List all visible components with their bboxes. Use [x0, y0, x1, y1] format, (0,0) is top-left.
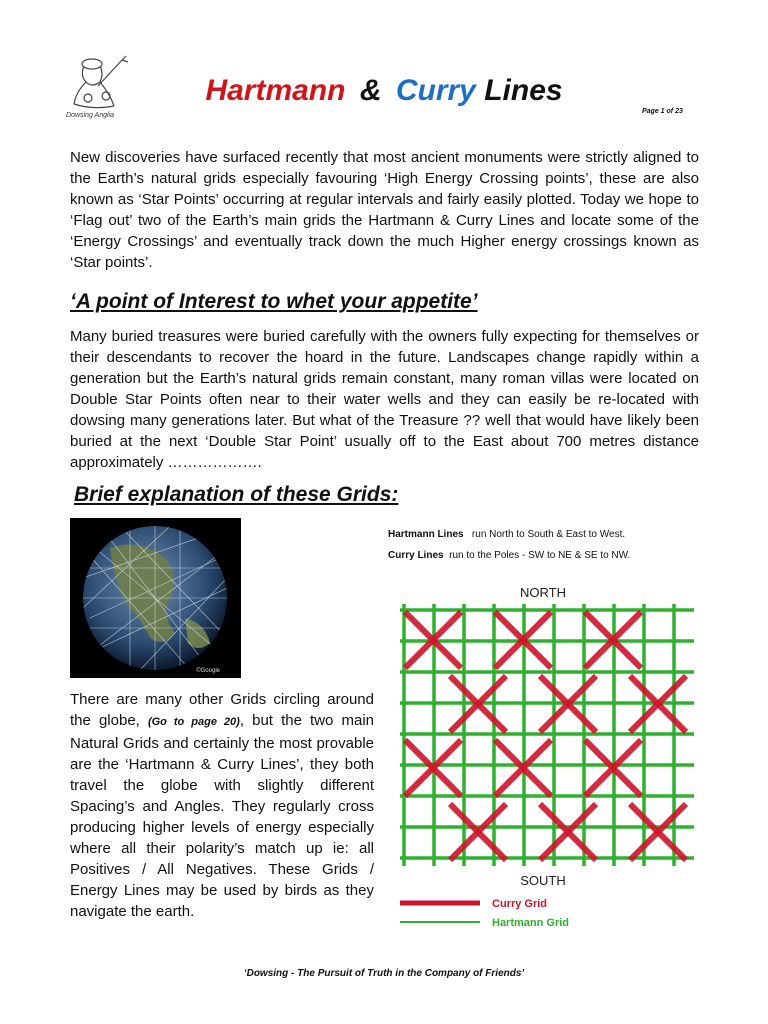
south-label: SOUTH: [520, 873, 566, 888]
grid-diagram: [388, 582, 694, 930]
other-grids-paragraph: [70, 689, 374, 922]
curry-legend-label: Curry Grid: [492, 898, 548, 910]
curry-label: Curry Lines: [388, 550, 444, 561]
hartmann-label: Hartmann Lines: [388, 529, 464, 540]
curry-text: run to the Poles - SW to NE & SE to NW.: [449, 550, 631, 561]
globe-credit: ©Google: [196, 668, 220, 674]
grids-heading: Brief explanation of these Grids:: [74, 483, 399, 506]
footer-motto: ‘Dowsing - The Pursuit of Truth in the Company of Friends’: [243, 968, 525, 979]
other-text-1: There are many other Grids circling around the globe,: [70, 691, 374, 729]
title-curry: Curry: [395, 74, 476, 107]
page-reference: (Go to page 20): [147, 716, 240, 728]
hartmann-legend-label: Hartmann Grid: [492, 917, 570, 929]
logo-caption: Dowsing Anglia: [66, 112, 114, 119]
curry-description: [388, 550, 630, 561]
intro-paragraph: New discoveries have surfaced recently that most ancient monuments were strictly aligned to the Earth’s natural grids especially favouring ‘High Energy Crossing points’, these are also known as ‘Star Points’ occurring at regular intervals and fairly easily plotted. Today we hope to ‘Flag out’ two of the Earth’s main grids the Hartmann & Curry Lines and locate some of the ‘Energy Crossings’ and eventually track down the much Higher energy crossings known as ‘Star points’.: [70, 149, 699, 271]
globe-grid-image: [70, 518, 241, 678]
hartmann-description: [388, 529, 625, 540]
interest-paragraph: Many buried treasures were buried carefully with the owners fully expecting for themselves or their descendants to recover the hoard in the future. Landscapes change rapidly within a generation but the Earth’s natural grids remain constant, many roman villas were located on Double Star Points often near to their water wells and they can easily be re-located with dowsing many generations later. But what of the Treasure ?? well that would have likely been buried at the next ‘Double Star Point’ usually off to the East about 700 metres distance approximately ……………….: [70, 328, 699, 471]
title-lines: Lines: [484, 74, 563, 107]
page-indicator: Page 1 of 23: [642, 108, 683, 115]
hartmann-text: run North to South & East to West.: [471, 529, 626, 540]
interest-heading: ‘A point of Interest to whet your appetite’: [70, 290, 478, 313]
title-hartmann: Hartmann: [205, 74, 346, 107]
north-label: NORTH: [520, 585, 566, 600]
page-title: [0, 74, 768, 108]
other-text-2: , but the two main Natural Grids and certainly the most provable are the ‘Hartmann & Curry Lines’, they both travel the globe with slightly different Spacing’s and Angles. They regularly cross producing higher levels of energy especially where all their polarity’s match up ie: all Positives / All Negatives. These Grids / Energy Lines may be used by birds as they navigate the earth.: [70, 712, 375, 920]
title-ampersand: &: [359, 74, 382, 107]
